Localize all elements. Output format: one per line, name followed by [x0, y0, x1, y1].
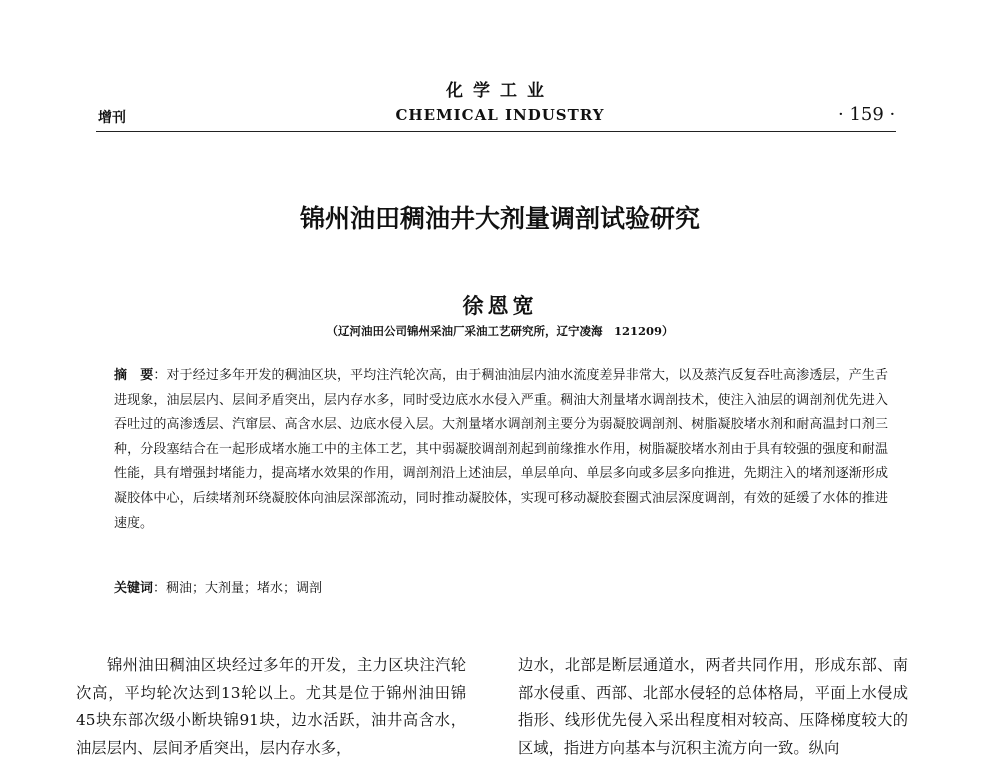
author-name: 徐恩宽 — [462, 293, 538, 318]
journal-title-cn: 化学工业 — [446, 81, 554, 101]
issue-label: 增刊 — [98, 110, 126, 126]
journal-title-en: CHEMICAL INDUSTRY — [395, 106, 605, 124]
keywords-label: 关键词 — [114, 581, 154, 596]
page-number: · 159 · — [838, 104, 896, 125]
abstract-text: ：对于经过多年开发的稠油区块，平均注汽轮次高，由于稠油油层内油水流度差异非常大，以及蒸汽反复吞吐高渗透层，产生舌进现象，油层层内、层间矛盾突出，层内存水多，同时受边底水水侵入严重。稠油大剂量堵水调剖技术，使注入油层的调剖剂优先进入吞吐过的高渗透层、汽窜层、高含水层、边底水侵入层。大剂量堵水调剖剂主要分为弱凝胶调剖剂、树脂凝胶堵水剂和耐高温封口剂三种，分段塞结合在一起形成堵水施工中的主体工艺，其中弱凝胶调剖剂起到前缘推水作用，树脂凝胶堵水剂由于具有较强的强度和耐温性能，具有增强封堵能力，提高堵水效果的作用，调剖剂沿上述油层，单层单向、单层多向或多层多向推进，先期注入的堵剂逐渐形成凝胶体中心，后续堵剂环绕凝胶体向油层深部流动，同时推动凝胶体，实现可移动凝胶套圈式油层深度调剖，有效的延缓了水体的推进速度。 — [114, 368, 888, 531]
keywords-text: ：稠油；大剂量；堵水；调剖 — [153, 581, 323, 596]
keywords — [114, 577, 888, 596]
abstract — [114, 364, 888, 536]
article-title: 锦州油田稠油井大剂量调剖试验研究 — [299, 204, 700, 233]
body-column-right: 边水，北部是断层通道水，两者共同作用，形成东部、南部水侵重、西部、北部水侵轻的总体格局，平面上水侵成指形、线形优先侵入采出程度相对较高、压降梯度较大的区域，指进方向基本与沉积主流方向一致。纵向 — [518, 656, 908, 757]
author-affiliation: （辽河油田公司锦州采油厂采油工艺研究所，辽宁凌海 121209） — [326, 324, 674, 338]
header-rule — [96, 131, 896, 132]
body-column-left: 锦州油田稠油区块经过多年的开发，主力区块注汽轮次高，平均轮次达到13轮以上。尤其是位于锦州油田锦45块东部次级小断块锦91块，边水活跃，油井高含水，油层层内、层间矛盾突出，层内存水多， — [76, 656, 466, 757]
abstract-label: 摘 要 — [114, 368, 154, 383]
